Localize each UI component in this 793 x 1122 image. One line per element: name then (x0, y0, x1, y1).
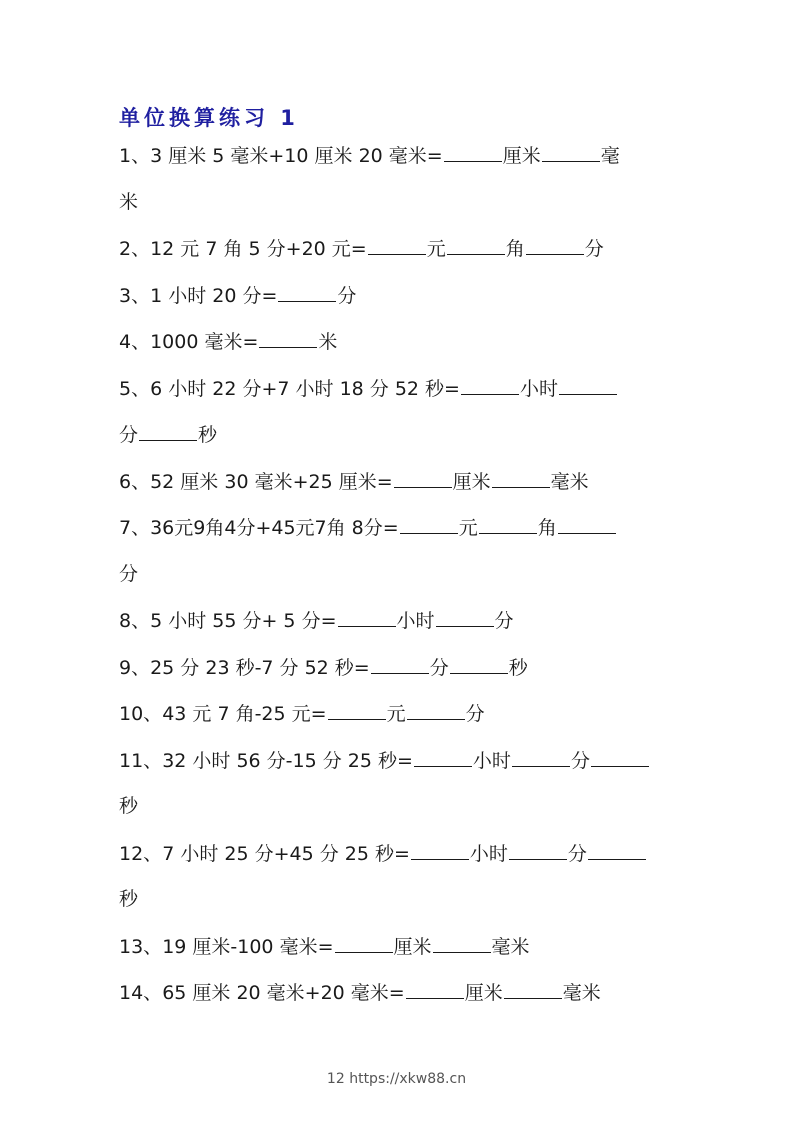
problem-number: 13、 (119, 935, 163, 958)
answer-blank[interactable] (450, 655, 508, 674)
problem-item (119, 329, 679, 353)
problem-line (119, 748, 679, 772)
answer-blank[interactable] (139, 422, 197, 441)
problem-text: 分 (119, 562, 139, 585)
problem-number: 12、 (119, 842, 163, 865)
problem-line (119, 562, 679, 586)
problem-text: 分 (337, 284, 357, 307)
answer-blank[interactable] (461, 376, 519, 395)
problem-text: 分 (570, 749, 590, 772)
problem-text: 秒 (198, 424, 218, 446)
problem-text: 分 (494, 610, 514, 632)
answer-blank[interactable] (588, 841, 646, 860)
problem-text: 米 (119, 190, 139, 213)
problem-line (119, 190, 679, 214)
problem-item (119, 143, 679, 214)
problem-text: 厘米 (452, 470, 491, 493)
problem-text: 分 (465, 703, 485, 725)
answer-blank[interactable] (479, 515, 537, 534)
problem-text: 秒 (508, 656, 528, 679)
problem-text: 元 (426, 238, 446, 260)
problem-line (119, 887, 679, 911)
problem-text: 65 厘米 20 毫米+20 毫米= (162, 982, 405, 1004)
answer-blank[interactable] (400, 515, 458, 534)
problem-text: 分 (429, 656, 449, 679)
problem-text: 7 小时 25 分+45 分 25 秒= (162, 842, 410, 865)
problem-item (119, 236, 679, 260)
problem-item (119, 515, 679, 586)
problem-text: 36元9角4分+45元7角 8分= (150, 517, 399, 539)
answer-blank[interactable] (335, 934, 393, 953)
problem-number: 4、 (119, 331, 151, 353)
problem-item (119, 934, 679, 958)
answer-blank[interactable] (338, 608, 396, 627)
problem-list (119, 143, 679, 1027)
answer-blank[interactable] (368, 236, 426, 255)
page-footer (0, 1071, 793, 1087)
page-number: 12 (326, 1071, 345, 1087)
problem-text: 5 小时 55 分+ 5 分= (150, 610, 337, 632)
problem-text: 小时 (469, 842, 508, 865)
problem-text: 52 厘米 30 毫米+25 厘米= (150, 470, 393, 493)
problem-number: 7、 (119, 517, 151, 539)
answer-blank[interactable] (371, 655, 429, 674)
answer-blank[interactable] (328, 701, 386, 720)
problem-text: 小时 (396, 610, 435, 632)
problem-text: 小时 (519, 377, 558, 400)
problem-line (119, 469, 679, 493)
problem-item (119, 469, 679, 493)
problem-text: 厘米 (502, 145, 541, 167)
problem-number: 2、 (119, 238, 151, 260)
problem-line (119, 376, 679, 400)
problem-line (119, 934, 679, 958)
problem-text: 毫米 (562, 982, 601, 1004)
answer-blank[interactable] (278, 283, 336, 302)
answer-blank[interactable] (559, 376, 617, 395)
problem-number: 3、 (119, 284, 151, 307)
problem-line (119, 608, 679, 632)
problem-number: 8、 (119, 610, 151, 632)
problem-item (119, 283, 679, 307)
problem-text: 分 (567, 842, 587, 865)
problem-line (119, 283, 679, 307)
problem-item (119, 841, 679, 912)
answer-blank[interactable] (542, 143, 600, 162)
answer-blank[interactable] (436, 608, 494, 627)
answer-blank[interactable] (259, 329, 317, 348)
problem-number: 11、 (119, 749, 163, 772)
problem-line (119, 701, 679, 725)
problem-text: 43 元 7 角-25 元= (162, 703, 327, 725)
problem-item (119, 980, 679, 1004)
answer-blank[interactable] (509, 841, 567, 860)
answer-blank[interactable] (433, 934, 491, 953)
problem-item (119, 655, 679, 679)
problem-text: 25 分 23 秒-7 分 52 秒= (150, 656, 370, 679)
problem-text: 分 (119, 424, 139, 446)
problem-text: 元 (458, 517, 478, 539)
problem-line (119, 794, 679, 818)
problem-text: 角 (505, 238, 525, 260)
answer-blank[interactable] (406, 980, 464, 999)
problem-line (119, 980, 679, 1004)
footer-url: https://xkw88.cn (349, 1071, 467, 1087)
problem-line (119, 143, 679, 167)
problem-text: 32 小时 56 分-15 分 25 秒= (162, 749, 413, 772)
problem-number: 5、 (119, 377, 151, 400)
problem-line (119, 236, 679, 260)
problem-text: 分 (584, 238, 604, 260)
problem-line (119, 515, 679, 539)
answer-blank[interactable] (414, 748, 472, 767)
problem-number: 9、 (119, 656, 151, 679)
answer-blank[interactable] (504, 980, 562, 999)
problem-text: 小时 (472, 749, 511, 772)
answer-blank[interactable] (591, 748, 649, 767)
page-title: 单位换算练习 1 (119, 106, 299, 130)
problem-text: 3 厘米 5 毫米+10 厘米 20 毫米= (150, 145, 443, 167)
problem-text: 毫米 (550, 470, 589, 493)
problem-text: 12 元 7 角 5 分+20 元= (150, 238, 367, 260)
problem-item (119, 748, 679, 819)
problem-item (119, 608, 679, 632)
problem-text: 秒 (119, 888, 139, 910)
problem-text: 1 小时 20 分= (150, 284, 278, 307)
problem-text: 元 (386, 703, 406, 725)
problem-text: 秒 (119, 795, 139, 817)
problem-line (119, 655, 679, 679)
answer-blank[interactable] (444, 143, 502, 162)
problem-text: 厘米 (393, 935, 432, 958)
problem-item (119, 376, 679, 447)
problem-number: 14、 (119, 982, 163, 1004)
problem-number: 1、 (119, 145, 151, 167)
problem-text: 米 (318, 331, 338, 353)
problem-text: 1000 毫米= (150, 331, 259, 353)
problem-number: 10、 (119, 703, 163, 725)
problem-number: 6、 (119, 470, 151, 493)
problem-text: 毫米 (491, 935, 530, 958)
problem-text: 19 厘米-100 毫米= (162, 935, 334, 958)
answer-blank[interactable] (558, 515, 616, 534)
answer-blank[interactable] (394, 469, 452, 488)
problem-line (119, 329, 679, 353)
problem-text: 毫 (600, 145, 620, 167)
answer-blank[interactable] (512, 748, 570, 767)
answer-blank[interactable] (492, 469, 550, 488)
problem-text: 角 (537, 517, 557, 539)
problem-text: 厘米 (464, 982, 503, 1004)
problem-line (119, 422, 679, 446)
answer-blank[interactable] (411, 841, 469, 860)
answer-blank[interactable] (526, 236, 584, 255)
problem-text: 6 小时 22 分+7 小时 18 分 52 秒= (150, 377, 460, 400)
answer-blank[interactable] (447, 236, 505, 255)
problem-item (119, 701, 679, 725)
problem-line (119, 841, 679, 865)
answer-blank[interactable] (407, 701, 465, 720)
